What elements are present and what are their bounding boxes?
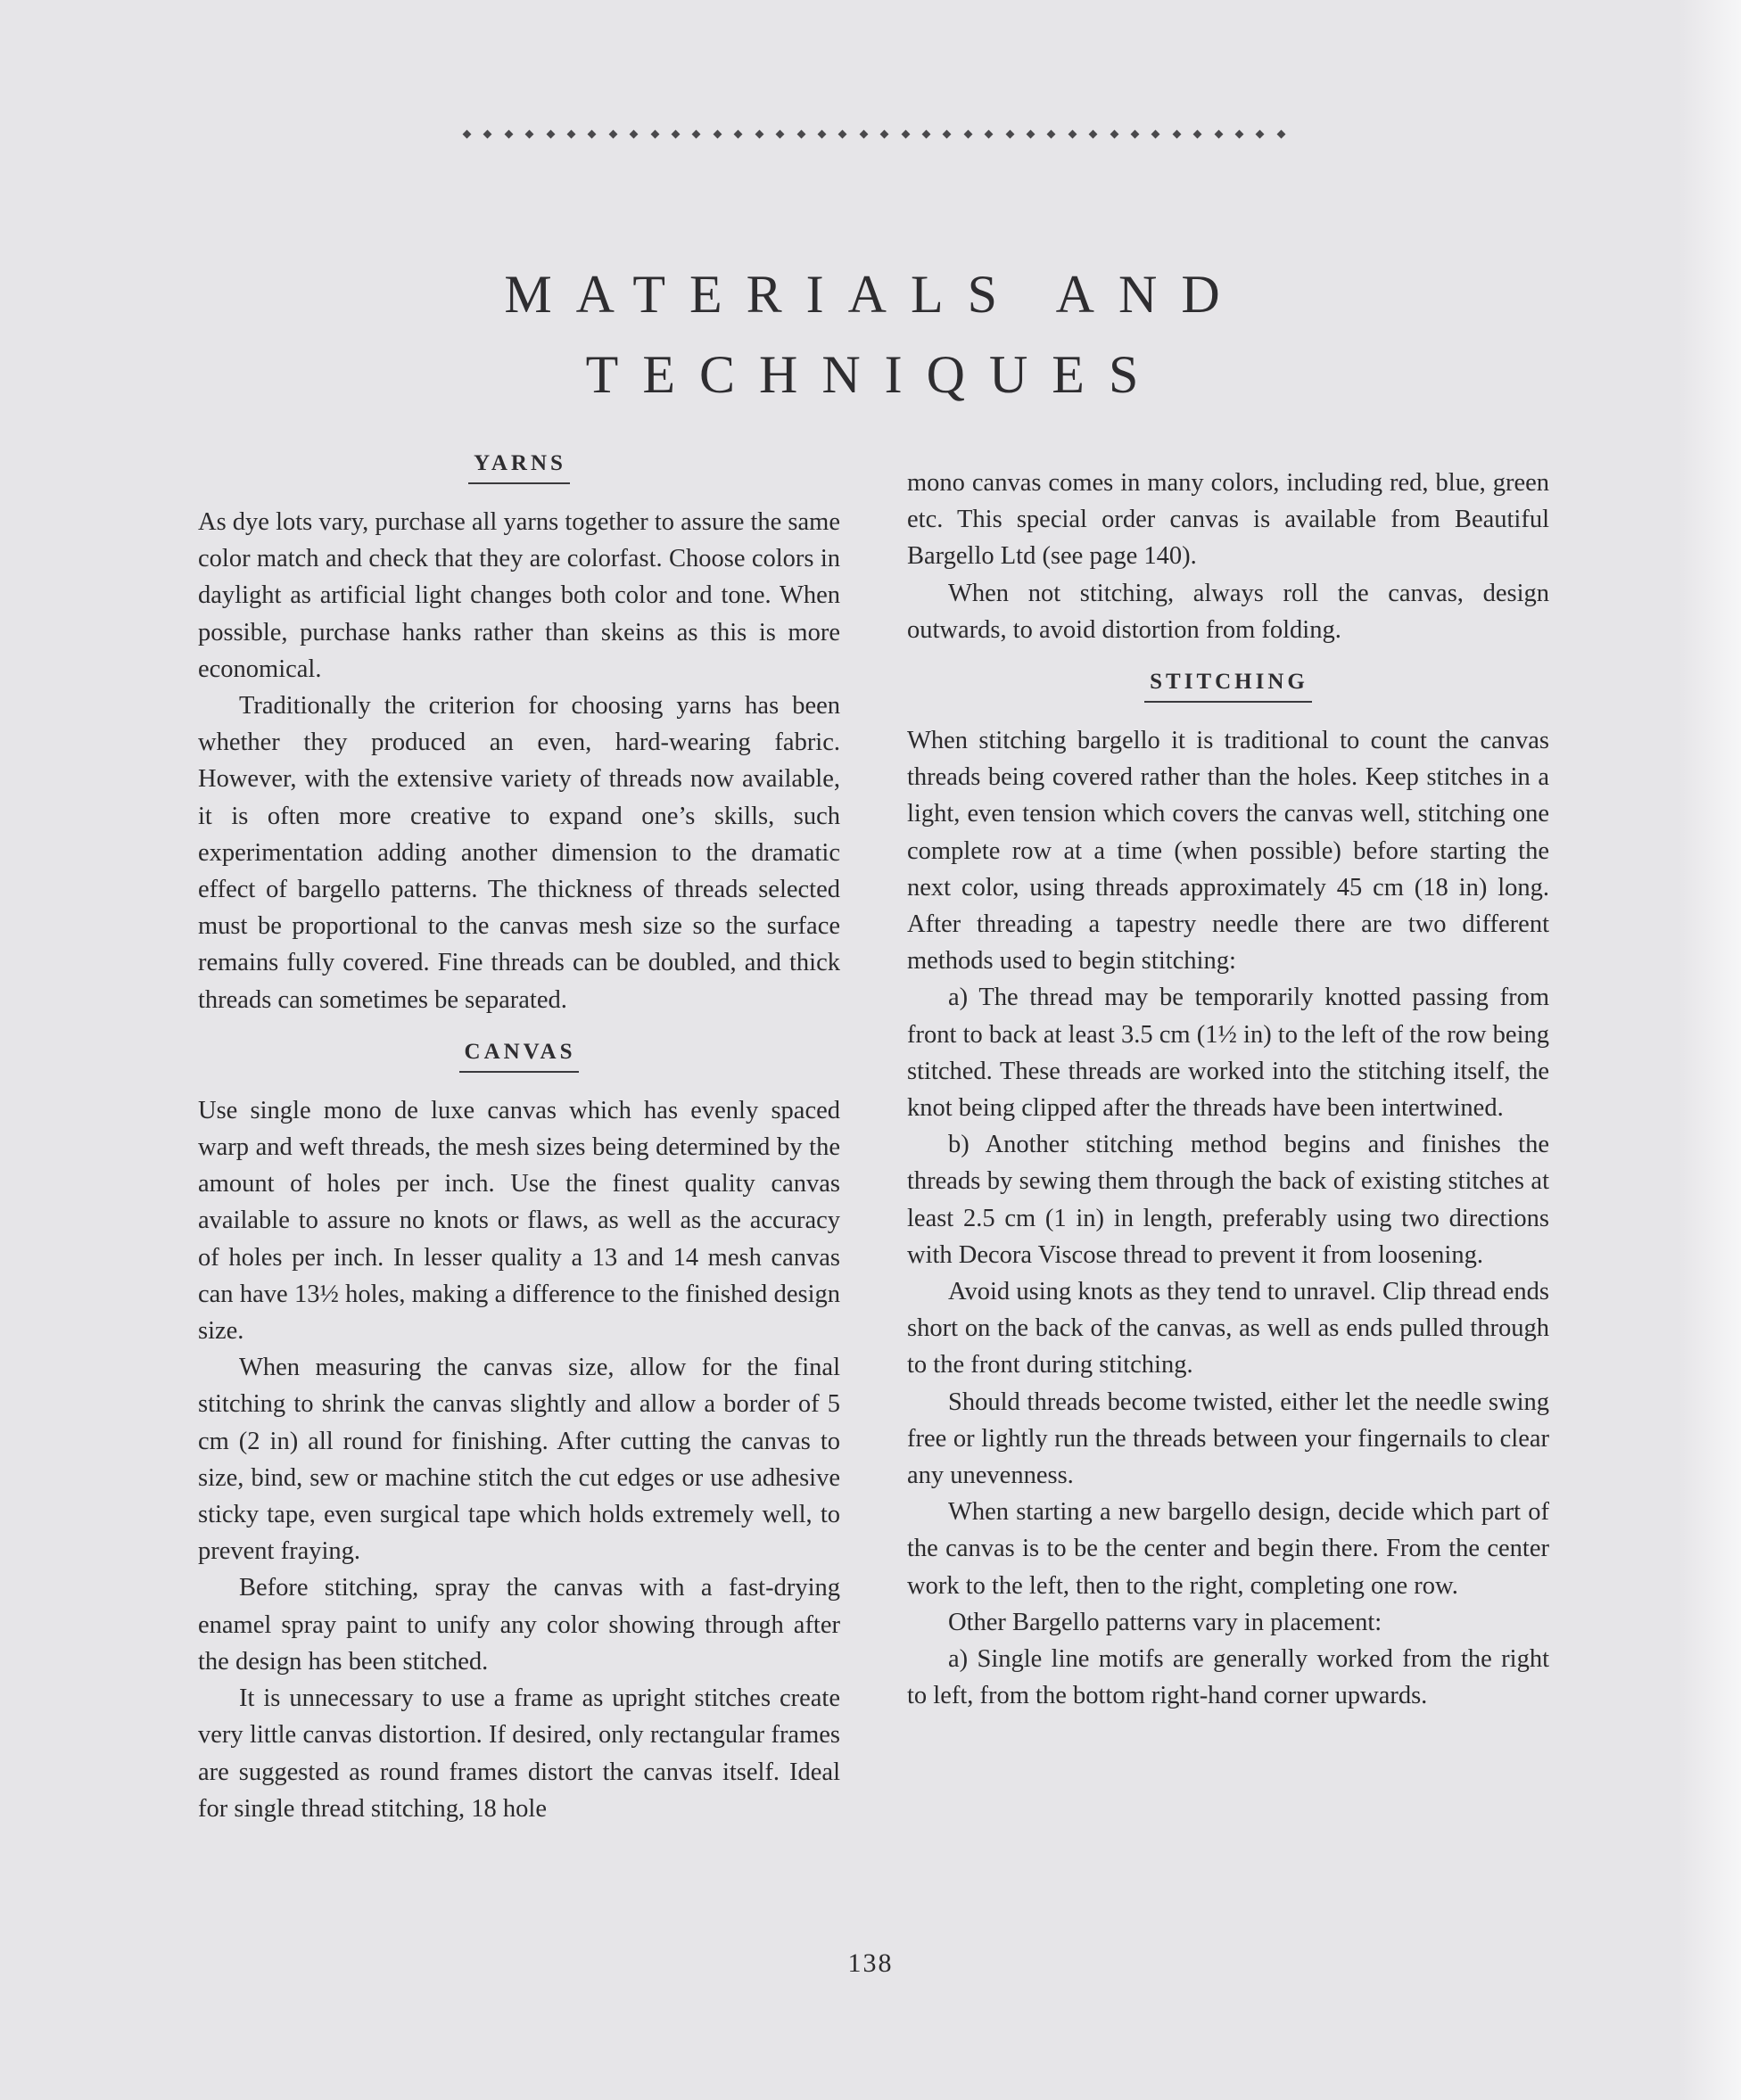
diamond-dot-icon <box>483 129 492 138</box>
diamond-dot-icon <box>1151 129 1160 138</box>
paragraph: Should threads become twisted, either let the needle swing free or lightly run the threads between your fingernails to clear any unevenness. <box>907 1388 1549 1490</box>
diamond-dot-icon <box>1193 129 1202 138</box>
diamond-dot-icon <box>504 129 513 138</box>
left-column <box>198 446 840 1827</box>
paragraph: When starting a new bargello design, decide which part of the canvas is to be the center and begin there. From the center work to the left, then to the right, completing one row. <box>907 1498 1549 1600</box>
section-heading-stitching: STITCHING <box>907 664 1549 703</box>
diamond-dot-icon <box>1131 129 1140 138</box>
diamond-dot-icon <box>588 129 597 138</box>
paragraph: As dye lots vary, purchase all yarns together to assure the same color match and check that they are colorfast. Choose colors in daylight as artificial light changes both color and tone. When possible, purchase hanks rather than skeins as this is more economical. <box>198 508 840 683</box>
diamond-dot-icon <box>838 129 847 138</box>
diamond-dot-icon <box>963 129 972 138</box>
diamond-dot-icon <box>1172 129 1181 138</box>
diamond-dot-icon <box>817 129 826 138</box>
diamond-dot-icon <box>901 129 910 138</box>
right-column <box>907 465 1549 1715</box>
decorative-dot-rule <box>464 116 1284 152</box>
diamond-dot-icon <box>1047 129 1056 138</box>
diamond-dot-icon <box>1110 129 1118 138</box>
section-heading-canvas: CANVAS <box>198 1034 840 1073</box>
paragraph: Use single mono de luxe canvas which has evenly spaced warp and weft threads, the mesh sizes being determined by the amount of holes per inch. Use the finest quality canvas available to assure no knots or flaws, as well as the accuracy of holes per inch. In lesser quality a 13 and 14 mesh canvas can have 13½ holes, making a difference to the finished design size. <box>198 1096 840 1346</box>
diamond-dot-icon <box>921 129 930 138</box>
diamond-dot-icon <box>672 129 681 138</box>
paragraph: Other Bargello patterns vary in placement: <box>948 1608 1382 1636</box>
paragraph: Avoid using knots as they tend to unravel. Clip thread ends short on the back of the canvas, as well as ends pulled through to the front during stitching. <box>907 1278 1549 1379</box>
paragraph: Before stitching, spray the canvas with a fast-drying enamel spray paint to unify any color showing through after the design has been stitched. <box>198 1574 840 1676</box>
page-number: 138 <box>847 1948 894 1978</box>
diamond-dot-icon <box>1005 129 1014 138</box>
diamond-dot-icon <box>796 129 805 138</box>
diamond-dot-icon <box>734 129 743 138</box>
paragraph: When not stitching, always roll the canvas, design outwards, to avoid distortion from folding. <box>907 579 1549 644</box>
diamond-dot-icon <box>692 129 701 138</box>
diamond-dot-icon <box>1276 129 1285 138</box>
title-line-1: MATERIALS AND <box>504 265 1244 324</box>
diamond-dot-icon <box>880 129 889 138</box>
diamond-dot-icon <box>650 129 659 138</box>
paragraph: a) Single line motifs are generally worked from the right to left, from the bottom right-hand corner upwards. <box>907 1645 1549 1710</box>
paragraph: It is unnecessary to use a frame as upright stitches create very little canvas distortion. If desired, only rectangular frames are suggested as round frames distort the canvas itself. Ideal for single thread stitching, 18 hole <box>198 1684 840 1823</box>
diamond-dot-icon <box>776 129 785 138</box>
diamond-dot-icon <box>525 129 534 138</box>
diamond-dot-icon <box>567 129 576 138</box>
page-title <box>321 254 1427 415</box>
diamond-dot-icon <box>713 129 722 138</box>
paragraph: When stitching bargello it is traditional to count the canvas threads being covered rather than the holes. Keep stitches in a light, even tension which covers the canvas well, stitching one complete row at a time (when possible) before starting the next color, using threads approximately 45 cm (18 in) long. After threading a tapestry needle there are two different methods used to begin stitching: <box>907 727 1549 976</box>
paragraph: b) Another stitching method begins and finishes the threads by sewing them through the back of existing stitches at least 2.5 cm (1 in) in length, preferably using two directions with Decora Viscose thread to prevent it from loosening. <box>907 1131 1549 1269</box>
diamond-dot-icon <box>1068 129 1077 138</box>
page-edge-shade <box>1679 0 1741 2100</box>
paragraph: When measuring the canvas size, allow for the final stitching to shrink the canvas slightly and allow a border of 5 cm (2 in) all round for finishing. After cutting the canvas to size, bind, sew or machine stitch the cut edges or use adhesive sticky tape, even surgical tape which holds extremely well, to prevent fraying. <box>198 1354 840 1566</box>
diamond-dot-icon <box>1235 129 1244 138</box>
diamond-dot-icon <box>859 129 868 138</box>
diamond-dot-icon <box>1089 129 1098 138</box>
title-line-2: TECHNIQUES <box>585 345 1163 404</box>
diamond-dot-icon <box>608 129 617 138</box>
paragraph: Traditionally the criterion for choosing yarns has been whether they produced an even, hard-wearing fabric. However, with the extensive variety of threads now available, it is often more creative to expand one’s skills, such experimentation adding another dimension to the dramatic effect of bargello patterns. The thickness of threads selected must be proportional to the canvas mesh size so the surface remains fully covered. Fine threads can be doubled, and thick threads can sometimes be separated. <box>198 692 840 1014</box>
diamond-dot-icon <box>1256 129 1265 138</box>
diamond-dot-icon <box>1214 129 1223 138</box>
section-heading-yarns: YARNS <box>198 446 840 484</box>
diamond-dot-icon <box>630 129 639 138</box>
diamond-dot-icon <box>943 129 952 138</box>
diamond-dot-icon <box>546 129 555 138</box>
diamond-dot-icon <box>463 129 472 138</box>
paragraph: a) The thread may be temporarily knotted passing from front to back at least 3.5 cm (1½ in) to the left of the row being stitched. These threads are worked into the stitching itself, the knot being clipped after the threads have been intertwined. <box>907 984 1549 1123</box>
diamond-dot-icon <box>755 129 763 138</box>
diamond-dot-icon <box>1027 129 1036 138</box>
diamond-dot-icon <box>985 129 994 138</box>
paragraph: mono canvas comes in many colors, including red, blue, green etc. This special order canvas is available from Beautiful Bargello Ltd (see page 140). <box>907 469 1549 571</box>
